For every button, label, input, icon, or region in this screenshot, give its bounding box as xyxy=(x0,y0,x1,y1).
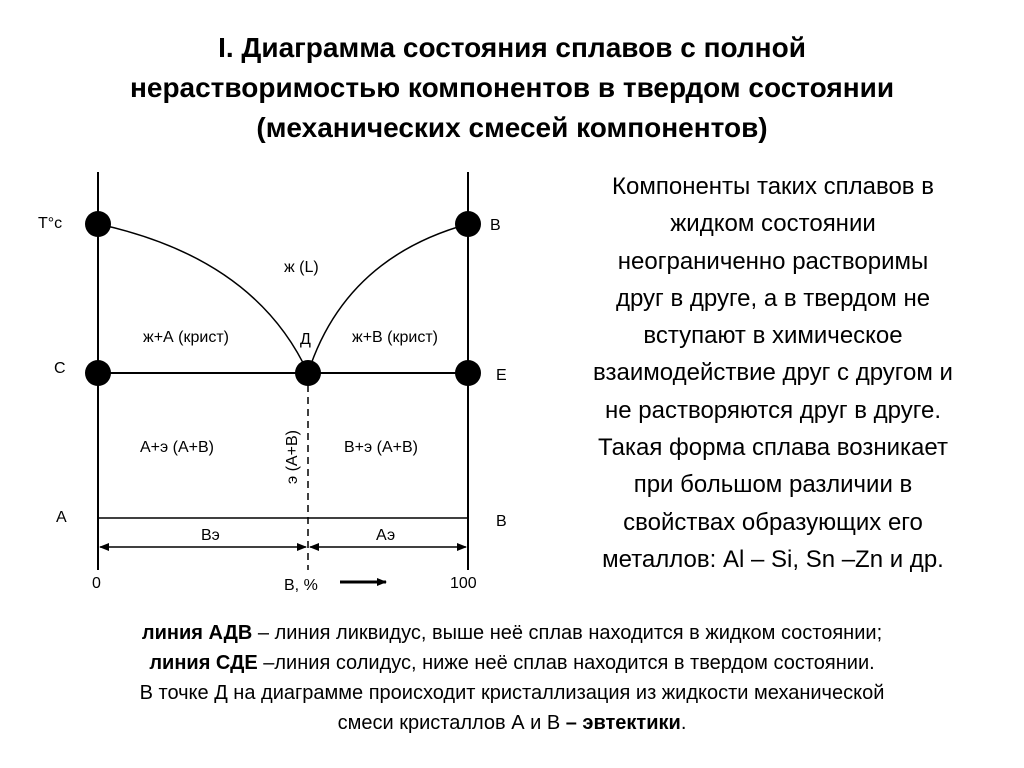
note-liquidus xyxy=(0,618,1024,648)
note-solidus xyxy=(0,648,1024,678)
region-a-eutectic: А+э (А+В) xyxy=(140,439,214,456)
region-liquid-a: ж+А (крист) xyxy=(143,329,229,346)
dimension-ae-label: Аэ xyxy=(376,527,396,544)
description-line: неограниченно растворимы xyxy=(617,247,929,275)
note-eutectic xyxy=(0,708,1024,738)
label-point-d: Д xyxy=(300,331,311,348)
point-e xyxy=(455,360,481,386)
description-line: вступают в химическое xyxy=(643,322,903,350)
region-b-eutectic: В+э (А+В) xyxy=(344,439,418,456)
x-axis-max-label: 100 xyxy=(450,575,477,592)
point-c xyxy=(85,360,111,386)
description-line: металлов: Al – Si, Sn –Zn и др. xyxy=(602,545,944,573)
note-liquidus-text: – линия ликвидус, выше неё сплав находится в жидком состоянии; xyxy=(252,622,883,644)
description-line: взаимодействие друг с другом и xyxy=(593,359,953,387)
x-axis-min-label: 0 xyxy=(92,575,101,592)
point-left-top xyxy=(85,211,111,237)
eutectic-line-label: э (А+В) xyxy=(284,430,301,484)
dimension-be-label: Вэ xyxy=(201,527,220,544)
label-point-e: E xyxy=(496,367,507,384)
point-d xyxy=(295,360,321,386)
label-point-b-bottom: B xyxy=(496,513,507,530)
note-eutectic-end: . xyxy=(680,712,687,734)
description-line: свойствах образующих его xyxy=(623,508,923,536)
region-liquid: ж (L) xyxy=(284,259,319,276)
note-eutectic-text: смеси кристаллов А и В xyxy=(337,712,566,734)
description-line: при большом различии в xyxy=(633,471,913,499)
description-line: Компоненты таких сплавов в xyxy=(612,173,934,200)
label-point-c: C xyxy=(54,360,66,377)
description-line: не растворяются друг в друге. xyxy=(605,396,941,424)
label-point-right-top: B xyxy=(490,217,501,234)
title-line-2: нерастворимостью компонентов в твердом состоянии xyxy=(129,72,895,103)
x-axis-label: В, % xyxy=(284,577,318,594)
liquidus-right-curve xyxy=(308,224,468,373)
description-line: Такая форма сплава возникает xyxy=(598,434,948,462)
note-solidus-text: –линия солидус, ниже неё сплав находится в твердом состоянии. xyxy=(257,652,875,674)
description-line: друг в друге, а в твердом не xyxy=(615,284,931,312)
title-line-1: I. Диаграмма состояния сплавов с полной xyxy=(218,32,806,63)
note-eutectic-term: – эвтектики xyxy=(565,712,681,734)
description-line: жидком состоянии xyxy=(670,210,876,238)
note-liquidus-term: линия АДВ xyxy=(141,622,253,644)
note-solidus-term: линия СДЕ xyxy=(149,652,258,674)
label-point-a: A xyxy=(56,509,67,526)
description-text xyxy=(528,168,1018,578)
y-axis-label: T°c xyxy=(38,215,63,232)
title-line-3: (механических смесей компонентов) xyxy=(256,112,768,143)
point-right-top xyxy=(455,211,481,237)
notes xyxy=(0,618,1024,738)
liquidus-left-curve xyxy=(98,224,308,373)
region-liquid-b: ж+В (крист) xyxy=(352,329,438,346)
note-point-d: В точке Д на диаграмме происходит кристаллизация из жидкости механической xyxy=(139,682,885,704)
